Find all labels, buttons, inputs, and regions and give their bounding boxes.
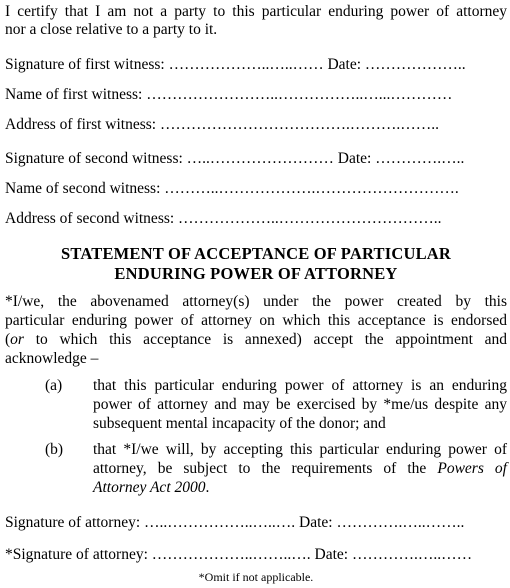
- item-b-label: (b): [45, 441, 64, 458]
- attorney-signature-field[interactable]: Signature of attorney: …..……………..…..…. Date: ………….…..……..: [5, 514, 465, 531]
- or-italic: or: [10, 331, 24, 348]
- item-b-period: .: [205, 479, 210, 496]
- item-b-line-2-text: attorney, be subject to the requirements of the: [93, 460, 438, 477]
- statement-heading-line-2: ENDURING POWER OF ATTORNEY: [114, 264, 398, 283]
- second-witness-name-field[interactable]: Name of second witness: ………..……………….……………………….: [5, 180, 459, 197]
- second-attorney-signature-field[interactable]: *Signature of attorney: ………………..……..…. Date: ………….…..……: [5, 546, 473, 563]
- certify-line-1: I certify that I am not a party to this particular enduring power of attorney: [5, 3, 507, 20]
- item-a-line-3: subsequent mental incapacity of the donor; and: [93, 415, 386, 432]
- certify-line-2: nor a close relative to a party to it.: [5, 21, 218, 38]
- statement-paragraph-line-2: particular enduring power of attorney on which this acceptance is endorsed: [5, 312, 507, 329]
- first-witness-signature-field[interactable]: Signature of first witness: ………………..…..…… Date: ………………..: [5, 56, 466, 73]
- document-page: [5, 0, 507, 588]
- first-witness-name-field[interactable]: Name of first witness: ……………………..……………..…...…………: [5, 86, 453, 103]
- item-a-line-2: power of attorney and may be exercised by *me/us despite any: [93, 396, 507, 413]
- statement-paragraph-line-1: *I/we, the abovenamed attorney(s) under the power created by this: [5, 293, 507, 310]
- statement-heading-line-1: STATEMENT OF ACCEPTANCE OF PARTICULAR: [60, 244, 452, 263]
- item-b-line-2: [93, 459, 507, 478]
- item-a-label: (a): [45, 377, 63, 394]
- item-b-line-3: [93, 478, 507, 497]
- statement-paragraph-line-3: [5, 330, 507, 349]
- first-witness-address-field[interactable]: Address of first witness: ……………………………….……….……..: [5, 116, 439, 133]
- act-title-part-1: Powers of: [437, 460, 507, 477]
- item-b-line-1: that *I/we will, by accepting this particular enduring power of: [93, 441, 507, 458]
- statement-paragraph-line-4: acknowledge –: [5, 350, 99, 367]
- paragraph-line-3-rest: to which this acceptance is annexed) accept the appointment and: [23, 331, 507, 348]
- footnote: *Omit if not applicable.: [198, 570, 314, 584]
- second-witness-signature-field[interactable]: Signature of second witness: …..…………………… Date: ………….…..: [5, 150, 465, 167]
- act-title-part-2: Attorney Act 2000: [93, 479, 206, 496]
- second-witness-address-field[interactable]: Address of second witness: ………………..…………………………..: [5, 210, 442, 227]
- item-a-line-1: that this particular enduring power of attorney is an enduring: [93, 377, 507, 394]
- paren-open: (: [5, 331, 11, 348]
